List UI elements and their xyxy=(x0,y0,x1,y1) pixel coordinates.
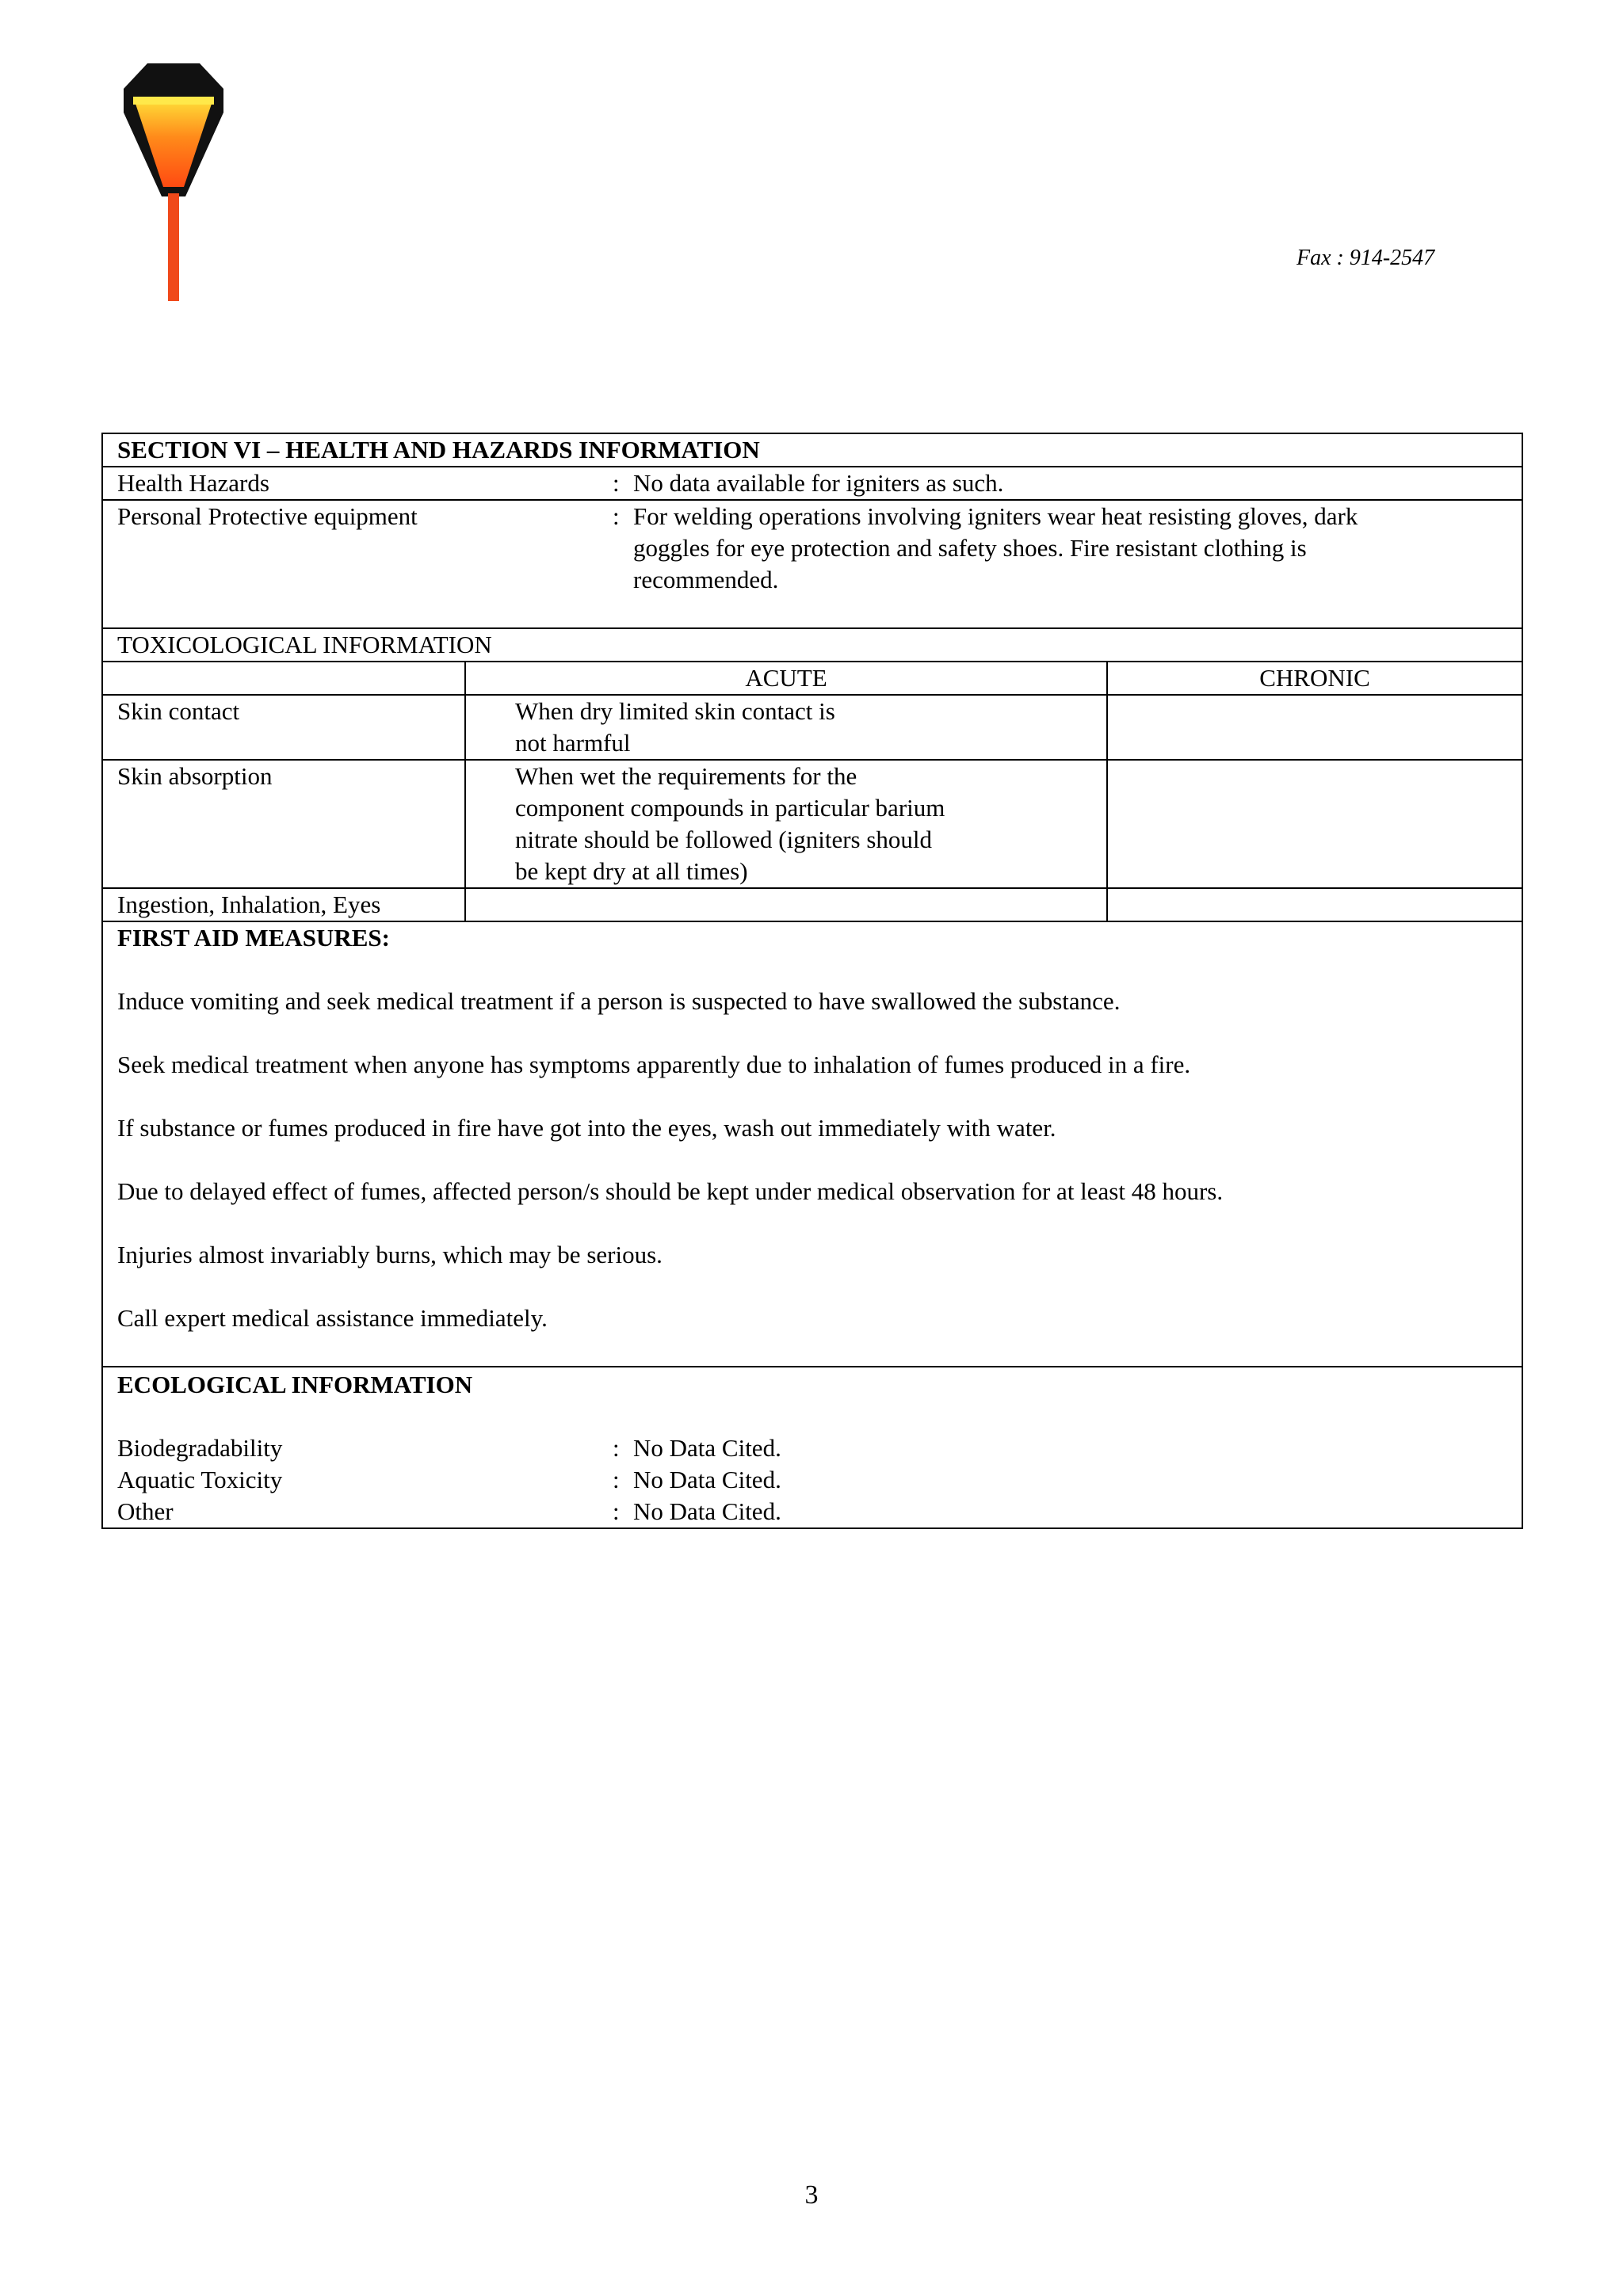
ecological-item xyxy=(117,1496,1507,1527)
first-aid-paragraph: Due to delayed effect of fumes, affected person/s should be kept under medical observation for at least 48 hours. xyxy=(117,1177,1224,1205)
health-hazards-value: No data available for igniters as such. xyxy=(633,469,1004,497)
tox-header-chronic: CHRONIC xyxy=(1106,662,1522,694)
tox-row-ingestion xyxy=(103,889,1522,922)
separator-colon: : xyxy=(613,502,620,530)
ppe-line: goggles for eye protection and safety shoes. Fire resistant clothing is xyxy=(633,534,1307,562)
tox-acute xyxy=(464,761,1106,887)
first-aid-section xyxy=(103,922,1522,1367)
first-aid-paragraph: Seek medical treatment when anyone has symptoms apparently due to inhalation of fumes produced in a fire. xyxy=(117,1051,1191,1078)
separator-colon: : xyxy=(613,1466,620,1493)
tox-acute xyxy=(464,889,1106,921)
ppe-row xyxy=(103,501,1522,629)
first-aid-paragraph: Injuries almost invariably burns, which may be serious. xyxy=(117,1241,663,1268)
ecological-value: No Data Cited. xyxy=(633,1466,781,1493)
tox-acute-line: When wet the requirements for the xyxy=(515,762,857,790)
tox-chronic xyxy=(1106,889,1522,921)
ppe-line: For welding operations involving igniters wear heat resisting gloves, dark xyxy=(633,502,1358,530)
ecological-title: ECOLOGICAL INFORMATION xyxy=(117,1371,473,1398)
ecological-label: Aquatic Toxicity xyxy=(117,1466,283,1493)
page-number: 3 xyxy=(804,2180,819,2210)
ppe-value xyxy=(633,501,1507,596)
section-title: SECTION VI – HEALTH AND HAZARDS INFORMATION xyxy=(103,434,1522,467)
ecological-value: No Data Cited. xyxy=(633,1434,781,1462)
tox-row-skin-absorption xyxy=(103,761,1522,889)
ppe-label: Personal Protective equipment xyxy=(117,502,418,530)
tox-header-acute: ACUTE xyxy=(464,662,1106,694)
ecological-item xyxy=(117,1464,1507,1496)
health-hazards-row xyxy=(103,467,1522,501)
fax-number: Fax : 914-2547 xyxy=(1296,246,1435,270)
tox-acute-line: component compounds in particular barium xyxy=(515,794,945,822)
tox-acute-line: When dry limited skin contact is xyxy=(515,697,835,725)
tox-chronic xyxy=(1106,696,1522,759)
ecological-label: Biodegradability xyxy=(117,1434,283,1462)
ecological-label: Other xyxy=(117,1497,174,1525)
ecological-section xyxy=(103,1367,1522,1527)
tox-acute xyxy=(464,696,1106,759)
toxicological-title: TOXICOLOGICAL INFORMATION xyxy=(103,629,1522,662)
tox-label: Skin contact xyxy=(117,697,240,725)
separator-colon: : xyxy=(613,469,620,497)
tox-acute-line: be kept dry at all times) xyxy=(515,857,748,885)
company-logo xyxy=(116,60,231,306)
tox-chronic xyxy=(1106,761,1522,887)
ecological-item xyxy=(117,1432,1507,1464)
tox-row-skin-contact xyxy=(103,696,1522,761)
ecological-value: No Data Cited. xyxy=(633,1497,781,1525)
tox-header-row xyxy=(103,662,1522,696)
separator-colon: : xyxy=(613,1497,620,1525)
tox-acute-line: not harmful xyxy=(515,729,631,757)
first-aid-paragraph: Induce vomiting and seek medical treatment if a person is suspected to have swallowed the substance. xyxy=(117,987,1121,1015)
tox-label: Ingestion, Inhalation, Eyes xyxy=(117,891,381,918)
health-hazards-label: Health Hazards xyxy=(117,469,269,497)
tox-label: Skin absorption xyxy=(117,762,273,790)
first-aid-paragraph: If substance or fumes produced in fire have got into the eyes, wash out immediately with water. xyxy=(117,1114,1056,1142)
first-aid-title: FIRST AID MEASURES: xyxy=(117,924,390,952)
first-aid-paragraph: Call expert medical assistance immediately. xyxy=(117,1304,548,1332)
separator-colon: : xyxy=(613,1434,620,1462)
ppe-line: recommended. xyxy=(633,566,779,593)
tox-header-empty xyxy=(103,662,464,694)
health-hazards-section xyxy=(101,433,1523,1529)
tox-acute-line: nitrate should be followed (igniters should xyxy=(515,826,933,853)
